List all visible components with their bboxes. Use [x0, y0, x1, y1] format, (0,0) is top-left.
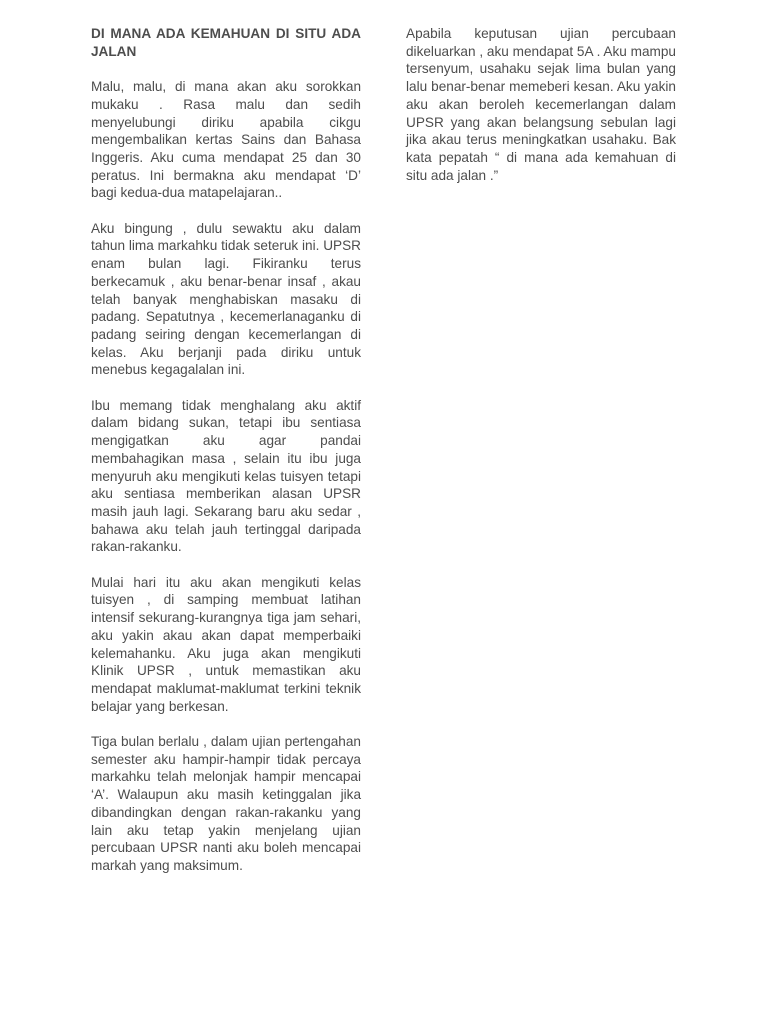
essay-title: DI MANA ADA KEMAHUAN DI SITU ADA JALAN: [91, 26, 361, 59]
paragraph-2: Aku bingung , dulu sewaktu aku dalam tahun lima markahku tidak seteruk ini. UPSR enam bulan lagi. Fikiranku terus berkecamuk , aku benar-benar insaf , akau telah banyak menghabiskan masaku di padang. Sepatutnya , kecemerlanaganku di padang seiring dengan kecemerlangan di kelas. Aku berjanji pada diriku untuk menebus kegagalalan ini.: [91, 220, 361, 378]
paragraph-6: Apabila keputusan ujian percubaan dikeluarkan , aku mendapat 5A . Aku mampu tersenyum, usahaku sejak lima bulan yang lalu benar-benar memeberi kesan. Aku yakin aku akan beroleh kecemerlangan dalam UPSR yang akan belangsung sebulan lagi jika akau terus meningkatkan usahaku. Bak kata pepatah “ di mana ada kemahuan di situ ada jalan .”: [406, 26, 676, 183]
paragraph-4: Mulai hari itu aku akan mengikuti kelas tuisyen , di samping membuat latihan intensif sekurang-kurangnya tiga jam sehari, aku yakin akau akan dapat memperbaiki kelemahanku. Aku juga akan mengikuti Klinik UPSR , untuk memastikan aku mendapat maklumat-maklumat terkini teknik belajar yang berkesan.: [91, 574, 361, 714]
left-column: [91, 25, 361, 875]
paragraph-1: Malu, malu, di mana akan aku sorokkan mukaku . Rasa malu dan sedih menyelubungi diriku apabila cikgu mengembalikan kertas Sains dan Bahasa Inggeris. Aku cuma mendapat 25 dan 30 peratus. Ini bermakna aku mendapat ‘D’ bagi kedua-dua matapelajaran..: [91, 79, 361, 201]
right-column: [406, 25, 676, 184]
paragraph-5: Tiga bulan berlalu , dalam ujian pertengahan semester aku hampir-hampir tidak percaya markahku telah melonjak hampir mencapai ‘A’. Walaupun aku masih ketinggalan jika dibandingkan dengan rakan-rakanku yang lain aku tetap yakin menjelang ujian percubaan UPSR nanti aku boleh mencapai markah yang maksimum.: [91, 734, 361, 873]
paragraph-3: Ibu memang tidak menghalang aku aktif dalam bidang sukan, tetapi ibu sentiasa mengigatkan aku agar pandai membahagikan masa , selain itu ibu juga menyuruh aku mengikuti kelas tuisyen tetapi aku sentiasa memberikan alasan UPSR masih jauh lagi. Sekarang baru aku sedar , bahawa aku telah jauh tertinggal daripada rakan-rakanku.: [91, 397, 361, 555]
